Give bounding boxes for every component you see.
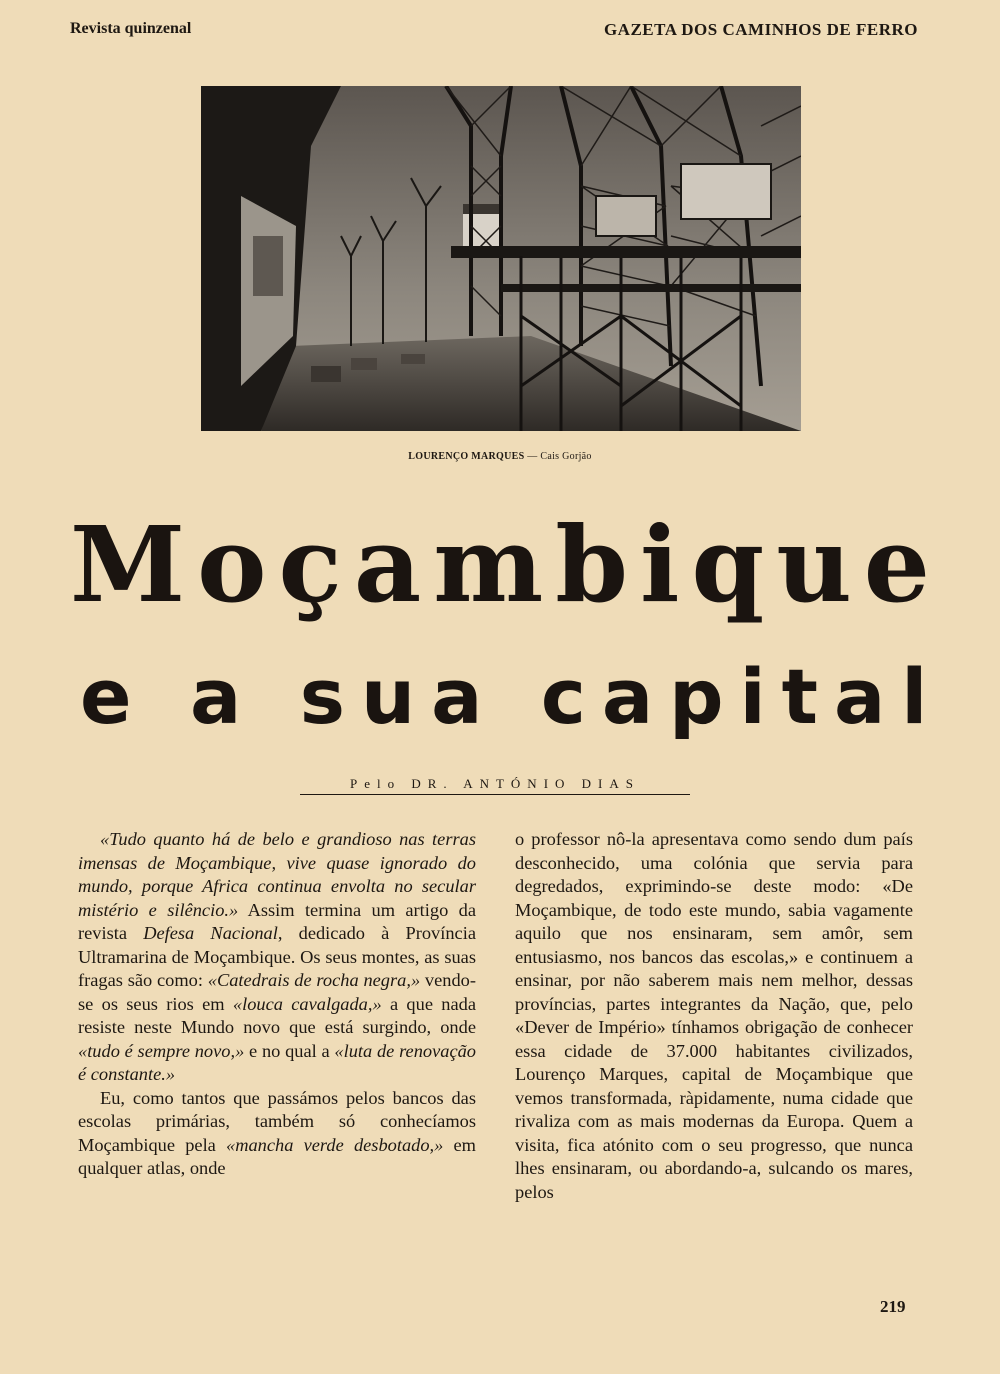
running-header-right: GAZETA DOS CAMINHOS DE FERRO: [603, 20, 918, 39]
paragraph: [78, 828, 476, 1087]
text-run: , dedicado à Província Ultramarina de Moçambique. Os seus montes, as suas fragas são como:: [78, 923, 476, 990]
text-run: a que nada resiste neste Mundo novo que está surgindo, onde: [78, 993, 477, 1037]
text-run: em qualquer atlas, onde: [78, 1134, 476, 1178]
paragraph: [515, 828, 913, 1204]
italic-run: «Tudo quanto há de belo e grandioso nas terras imensas de Moçambique, vive quase ignorado do mundo, porque Africa continua envolta no secular mistério e silêncio.»: [78, 829, 476, 920]
text-column-left: [78, 828, 476, 1181]
caption-place: LOURENÇO MARQUES: [408, 451, 525, 462]
text-run: e no qual a: [244, 1040, 335, 1061]
text-run: o professor nô-la apresentava como sendo dum país desconhecido, uma colónia que servia para degredados, exprimindo-se deste modo: «De Moçambique, de todo este mundo, sabia vagamente aquilo que nos ensinaram, sem amôr, sem entusiasmo, nos bancos das escolas,» e continuem a ensinar, por não saberem mais nem melhor, dessas províncias, partes integrantes da Nação, que, pelo «Dever de Império» tínhamos obrigação de conhecer essa cidade de 37.000 habitantes civilizados, Lourenço Marques, capital de Moçambique que vemos transformada, ràpidamente, numa cidade que rivaliza com as mais modernas da Europa. Quem a visita, fica atónito com o seu progresso, que nunca lhes ensinaram, ou abordando-a, sulcando os mares, pelos: [515, 829, 913, 1202]
italic-run: «tudo é sempre novo,»: [78, 1040, 245, 1061]
italic-run: «louca cavalgada,»: [232, 993, 382, 1014]
italic-run: «luta de renovação é constante.»: [78, 1040, 477, 1084]
text-column-right: [515, 828, 913, 1204]
page-number: 219: [880, 1297, 906, 1316]
caption-detail: Cais Gorjão: [540, 451, 592, 462]
text-run: Assim termina um artigo da revista: [78, 899, 477, 943]
text-run: vendo-se os seus rios em: [78, 970, 476, 1014]
caption-separator: —: [524, 451, 541, 462]
italic-run: «Catedrais de rocha negra,»: [207, 970, 421, 990]
text-run: Eu, como tantos que passámos pelos bancos das escolas primárias, também só conhecíamos Moçambique pela: [78, 1087, 476, 1155]
photo-caption: [0, 451, 1000, 462]
harbour-cranes-photo: [201, 86, 801, 431]
paragraph: [78, 1087, 476, 1181]
italic-run: Defesa Nacional: [143, 923, 278, 943]
article-byline: Pelo DR. ANTÓNIO DIAS: [300, 776, 690, 795]
running-header-left: Revista quinzenal: [70, 20, 192, 37]
article-subtitle: e a sua capital: [80, 652, 944, 741]
italic-run: «mancha verde desbotado,»: [226, 1134, 444, 1155]
article-title: Moçambique: [70, 503, 942, 626]
